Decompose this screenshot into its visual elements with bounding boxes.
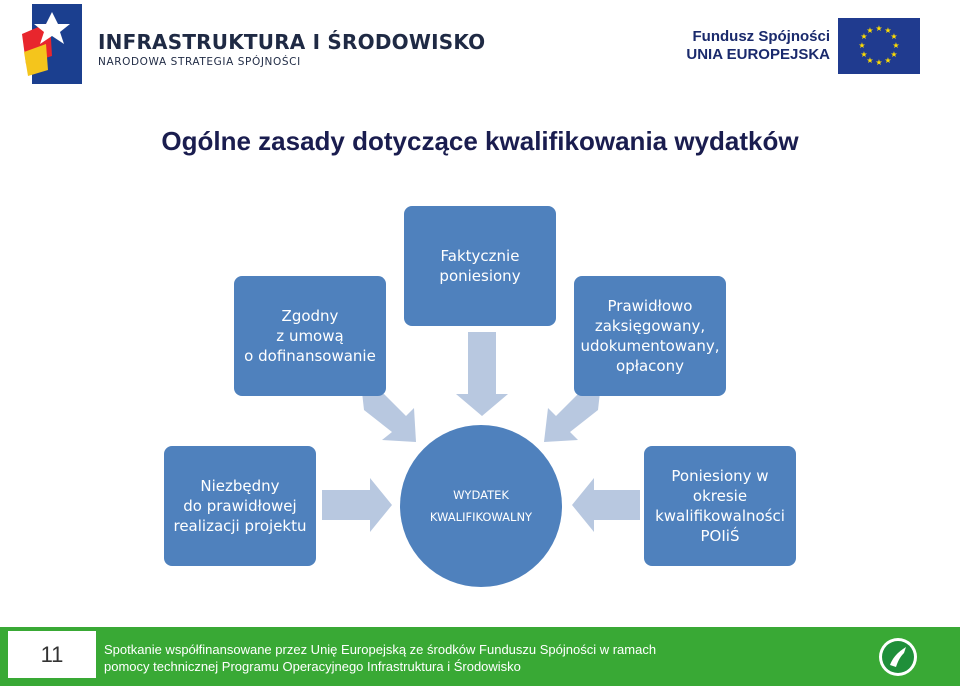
logo-title: INFRASTRUKTURA I ŚRODOWISKO — [98, 30, 486, 54]
svg-text:★: ★ — [890, 32, 898, 41]
page-number: 11 — [6, 629, 98, 680]
footer-text — [104, 641, 724, 675]
box-zgodny-z-umowa: Zgodny z umową o dofinansowanie — [234, 276, 386, 396]
svg-text:★: ★ — [860, 32, 868, 41]
svg-text:★: ★ — [890, 50, 898, 59]
arrow-left-icon — [572, 478, 640, 532]
svg-text:★: ★ — [892, 41, 900, 50]
box-poniesiony-w-okresie: Poniesiony w okresie kwalifikowalności POIiŚ — [644, 446, 796, 566]
eu-name: UNIA EUROPEJSKA — [686, 46, 830, 63]
fund-name: Fundusz Spójności — [692, 28, 830, 45]
svg-text:★: ★ — [875, 58, 883, 67]
svg-text:★: ★ — [875, 24, 883, 33]
box-prawidlowo-zaksiegowany: Prawidłowo zaksięgowany, udokumentowany, opłacony — [574, 276, 726, 396]
box-niezbedny: Niezbędny do prawidłowej realizacji projektu — [164, 446, 316, 566]
svg-text:★: ★ — [866, 26, 874, 35]
arrow-diagonal-left-icon — [544, 392, 600, 442]
arrow-diagonal-right-icon — [362, 392, 416, 442]
svg-text:★: ★ — [860, 50, 868, 59]
slide-title: Ogólne zasady dotyczące kwalifikowania wydatków — [161, 126, 799, 156]
center-circle-wydatek: WYDATEK KWALIFIKOWALNY — [400, 425, 562, 587]
box-faktycznie-poniesiony: Faktycznie poniesiony — [404, 206, 556, 326]
arrow-right-icon — [322, 478, 392, 532]
footer-line-2: pomocy technicznej Programu Operacyjnego Infrastruktura i Środowisko — [104, 659, 521, 674]
svg-text:★: ★ — [884, 26, 892, 35]
footer-line-1: Spotkanie współfinansowane przez Unię Europejską ze środków Funduszu Spójności w ramach — [104, 642, 657, 657]
arrow-down-icon — [456, 332, 508, 416]
svg-text:★: ★ — [884, 56, 892, 65]
svg-text:★: ★ — [858, 41, 866, 50]
logo-subtitle: NARODOWA STRATEGIA SPÓJNOŚCI — [98, 56, 301, 68]
svg-text:★: ★ — [866, 56, 874, 65]
stork-logo-icon — [878, 637, 918, 677]
